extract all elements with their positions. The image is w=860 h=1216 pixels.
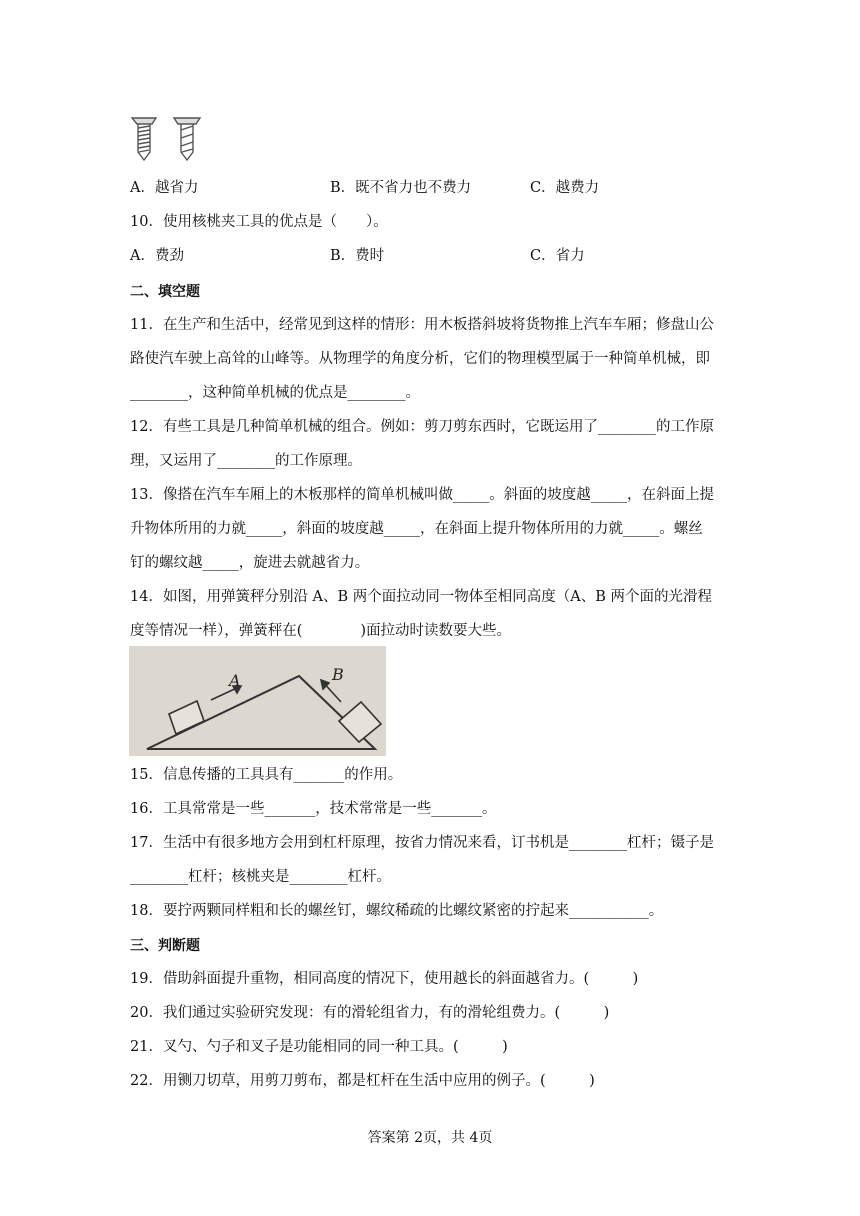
q9-option-c: C．越费力 — [530, 180, 600, 196]
q11-line-3: ________，这种简单机械的优点是________。 — [130, 385, 420, 401]
screws-illustration — [130, 114, 210, 164]
q11-line-2: 路使汽车驶上高耸的山峰等。从物理学的角度分析，它们的物理模型属于一种简单机械，即 — [130, 351, 710, 367]
q15: 15．信息传播的工具具有_______的作用。 — [130, 767, 403, 783]
q13-line-2: 升物体所用的力就_____，斜面的坡度越_____，在斜面上提升物体所用的力就_____。螺丝 — [130, 521, 703, 537]
q17-line-1: 17．生活中有很多地方会用到杠杆原理，按省力情况来看，订书机是________杠杆；镊子是 — [130, 835, 714, 851]
q10-stem: 10．使用核桃夹工具的优点是（ ）。 — [130, 214, 388, 230]
q14-line-2: 度等情况一样），弹簧秤在( )面拉动时读数要大些。 — [130, 623, 512, 639]
q10-option-a: A．费劲 — [130, 248, 184, 264]
q20: 20．我们通过实验研究发现：有的滑轮组省力，有的滑轮组费力。( ) — [130, 1005, 610, 1021]
label-a: A — [229, 671, 241, 690]
label-b: B — [332, 665, 344, 684]
q18: 18．要拧两颗同样粗和长的螺丝钉，螺纹稀疏的比螺纹紧密的拧起来___________。 — [130, 903, 664, 919]
q14-line-1: 14．如图，用弹簧秤分别沿 A、B 两个面拉动同一物体至相同高度（A、B 两个面的光滑程 — [130, 589, 713, 605]
page-footer: 答案第 2页，共 4页 — [367, 1130, 493, 1146]
section-fill-blank-heading: 二、填空题 — [130, 284, 200, 300]
q9-option-a: A．越省力 — [130, 180, 199, 196]
screw-fine-thread — [132, 118, 156, 160]
q13-line-1: 13．像搭在汽车车厢上的木板那样的简单机械叫做_____。斜面的坡度越_____，在斜面上提 — [130, 487, 714, 503]
q19: 19．借助斜面提升重物，相同高度的情况下，使用越长的斜面越省力。( ) — [130, 971, 639, 987]
q17-line-2: ________杠杆；核桃夹是________杠杆。 — [130, 869, 391, 885]
section-true-false-heading: 三、判断题 — [130, 938, 200, 954]
q13-line-3: 钉的螺纹越_____，旋进去就越省力。 — [130, 555, 370, 571]
q16: 16．工具常常是一些_______，技术常常是一些_______。 — [130, 801, 497, 817]
q11-line-1: 11．在生产和生活中，经常见到这样的情形：用木板搭斜坡将货物推上汽车车厢；修盘山公 — [130, 317, 714, 333]
q21: 21．叉勺、勺子和叉子是功能相同的同一种工具。( ) — [130, 1039, 508, 1055]
q12-line-2: 理，又运用了________的工作原理。 — [130, 453, 362, 469]
q12-line-1: 12．有些工具是几种简单机械的组合。例如：剪刀剪东西时，它既运用了________的工作原 — [130, 419, 714, 435]
q9-option-b: B．既不省力也不费力 — [330, 180, 472, 196]
screw-coarse-thread — [174, 118, 200, 160]
q10-option-c: C．省力 — [530, 248, 585, 264]
q10-option-b: B．费时 — [330, 248, 385, 264]
incline-figure — [129, 646, 386, 756]
q22: 22．用铡刀切草，用剪刀剪布，都是杠杆在生活中应用的例子。( ) — [130, 1073, 595, 1089]
